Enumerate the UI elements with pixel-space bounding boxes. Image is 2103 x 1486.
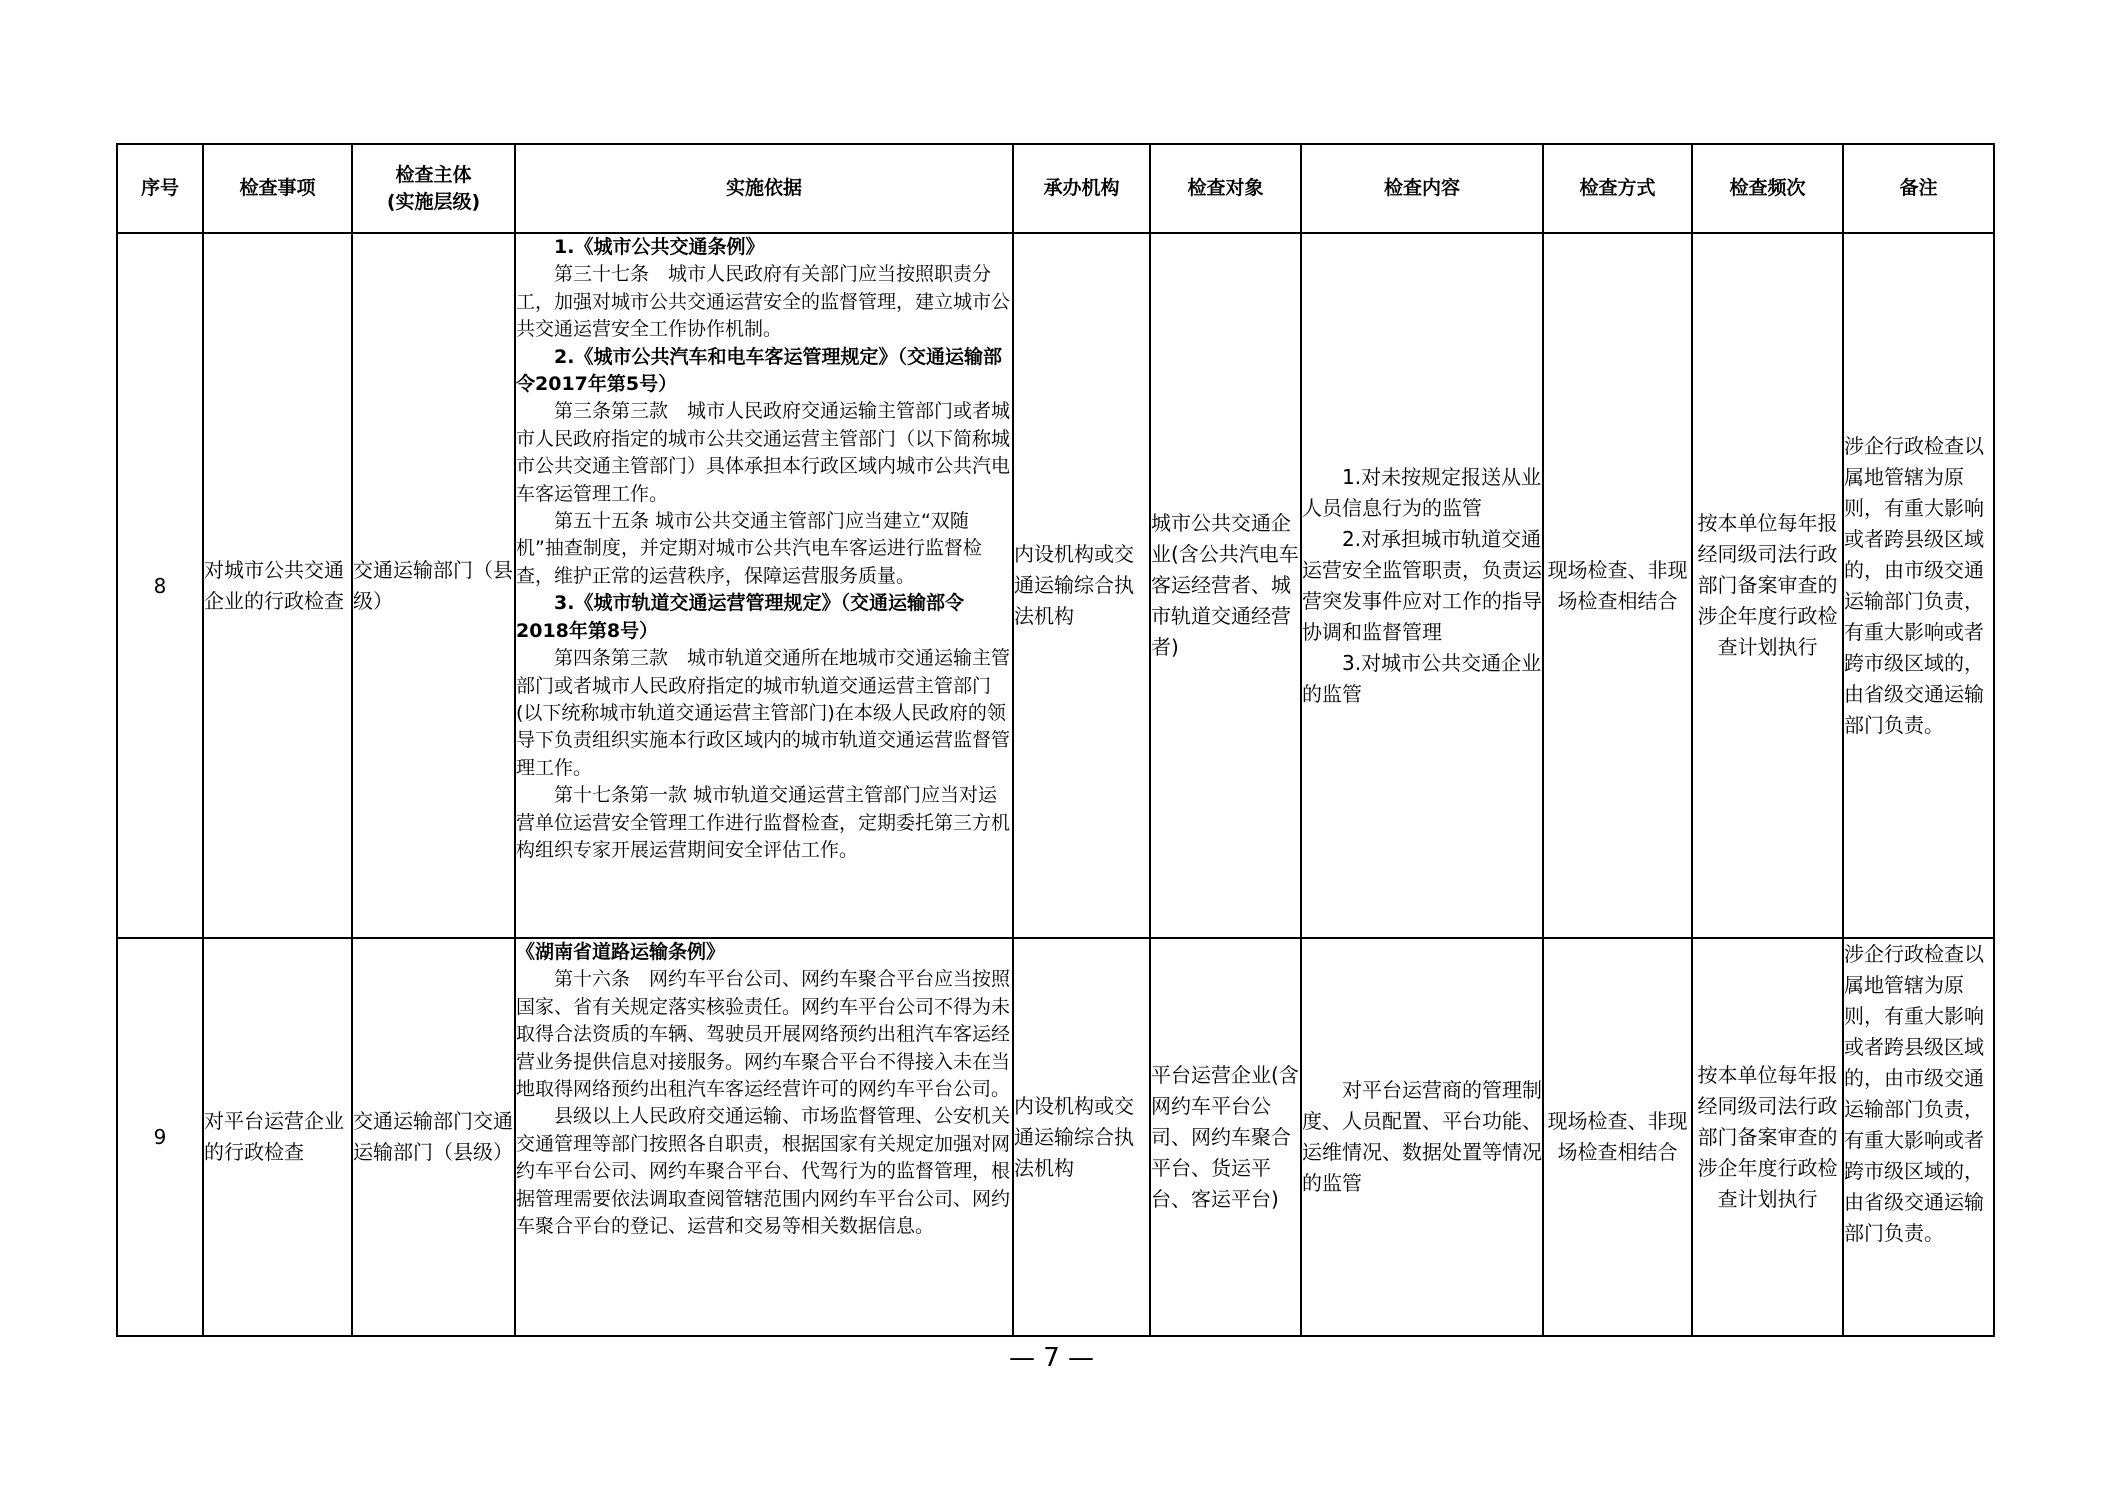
basis-paragraph: 第四条第三款 城市轨道交通所在地城市交通运输主管部门或者城市人民政府指定的城市轨道交通运营主管部门(以下统称城市轨道交通运营主管部门)在本级人民政府的领导下负责组织实施本行政区域内的城市轨道交通运营监督管理工作。 xyxy=(516,647,1011,779)
header-object: 检查对象 xyxy=(1150,144,1301,233)
inspection-frequency: 按本单位每年报经同级司法行政部门备案审查的涉企年度行政检查计划执行 xyxy=(1692,233,1843,938)
content-item: 对平台运营商的管理制度、人员配置、平台功能、运维情况、数据处置等情况的监管 xyxy=(1302,1078,1542,1195)
basis-paragraph: 第五十五条 城市公共交通主管部门应当建立“双随机”抽查制度，并定期对城市公共汽电车客运进行监督检查，维护正常的运营秩序，保障运营服务质量。 xyxy=(516,510,982,587)
inspection-item: 对平台运营企业的行政检查 xyxy=(203,938,352,1336)
inspection-content xyxy=(1301,938,1543,1336)
header-remark: 备注 xyxy=(1843,144,1994,233)
header-item: 检查事项 xyxy=(203,144,352,233)
header-content: 检查内容 xyxy=(1301,144,1543,233)
inspection-method: 现场检查、非现场检查相结合 xyxy=(1543,233,1692,938)
page-number: — 7 — xyxy=(1008,1343,1095,1373)
basis-paragraph: 县级以上人民政府交通运输、市场监督管理、公安机关交通管理等部门按照各自职责，根据国家有关规定加强对网约车平台公司、网约车聚合平台、代驾行为的监督管理，根据管理需要依法调取查阅管辖范围内网约车平台公司、网约车聚合平台的登记、运营和交易等相关数据信息。 xyxy=(516,1105,1011,1238)
table-row xyxy=(117,938,1994,1336)
remark: 涉企行政检查以属地管辖为原则，有重大影响或者跨县级区域的，由市级交通运输部门负责，有重大影响或者跨市级区域的，由省级交通运输部门负责。 xyxy=(1843,938,1994,1336)
row-number: 8 xyxy=(117,233,203,938)
agency: 内设机构或交通运输综合执法机构 xyxy=(1013,938,1150,1336)
basis-heading: 《湖南省道路运输条例》 xyxy=(516,941,726,963)
content-item: 1.对未按规定报送从业人员信息行为的监管 xyxy=(1302,464,1542,520)
legal-basis xyxy=(515,938,1013,1336)
inspection-frequency: 按本单位每年报经同级司法行政部门备案审查的涉企年度行政检查计划执行 xyxy=(1692,938,1843,1336)
basis-heading: 3.《城市轨道交通运营管理规定》（交通运输部令2018年第8号） xyxy=(516,592,964,642)
basis-heading: 2.《城市公共汽车和电车客运管理规定》（交通运输部令2017年第5号） xyxy=(516,345,1002,396)
header-method: 检查方式 xyxy=(1543,144,1692,233)
table-header-row xyxy=(117,144,1994,233)
basis-paragraph: 第十六条 网约车平台公司、网约车聚合平台应当按照国家、省有关规定落实核验责任。网约车平台公司不得为未取得合法资质的车辆、驾驶员开展网络预约出租汽车客运经营业务提供信息对接服务。网约车聚合平台不得接入未在当地取得网络预约出租汽车客运经营许可的网约车平台公司。 xyxy=(516,968,1011,1101)
inspection-subject: 交通运输部门交通运输部门（县级） xyxy=(352,938,515,1336)
header-subject: 检查主体 (实施层级) xyxy=(352,144,515,233)
header-frequency: 检查频次 xyxy=(1692,144,1843,233)
content-item: 3.对城市公共交通企业的监管 xyxy=(1302,650,1542,706)
inspection-object: 城市公共交通企业(含公共汽电车客运经营者、城市轨道交通经营者) xyxy=(1150,233,1301,938)
inspection-table xyxy=(116,143,1995,1337)
table-row xyxy=(117,233,1994,938)
inspection-object: 平台运营企业(含网约车平台公司、网约车聚合平台、货运平台、客运平台) xyxy=(1150,938,1301,1336)
inspection-subject: 交通运输部门（县 级） xyxy=(352,233,515,938)
inspection-method: 现场检查、非现场检查相结合 xyxy=(1543,938,1692,1336)
basis-paragraph: 第三十七条 城市人民政府有关部门应当按照职责分工，加强对城市公共交通运营安全的监督管理，建立城市公共交通运营安全工作协作机制。 xyxy=(516,263,1011,341)
header-basis: 实施依据 xyxy=(515,144,1013,233)
basis-paragraph: 第三条第三款 城市人民政府交通运输主管部门或者城市人民政府指定的城市公共交通运营主管部门（以下简称城市公共交通主管部门）具体承担本行政区域内城市公共汽电车客运管理工作。 xyxy=(516,400,1011,505)
header-no: 序号 xyxy=(117,144,203,233)
basis-heading: 1.《城市公共交通条例》 xyxy=(554,236,765,258)
agency: 内设机构或交通运输综合执法机构 xyxy=(1013,233,1150,938)
inspection-content xyxy=(1301,233,1543,938)
legal-basis xyxy=(515,233,1013,938)
header-agency: 承办机构 xyxy=(1013,144,1150,233)
content-item: 2.对承担城市轨道交通运营安全监管职责，负责运营突发事件应对工作的指导协调和监督管理 xyxy=(1302,526,1542,644)
basis-paragraph: 第十七条第一款 城市轨道交通运营主管部门应当对运营单位运营安全管理工作进行监督检查，定期委托第三方机构组织专家开展运营期间安全评估工作。 xyxy=(516,784,1011,861)
row-number: 9 xyxy=(117,938,203,1336)
remark: 涉企行政检查以属地管辖为原则，有重大影响或者跨县级区域的，由市级交通运输部门负责，有重大影响或者跨市级区域的，由省级交通运输部门负责。 xyxy=(1843,233,1994,938)
inspection-item: 对城市公共交通企业的行政检查 xyxy=(203,233,352,938)
